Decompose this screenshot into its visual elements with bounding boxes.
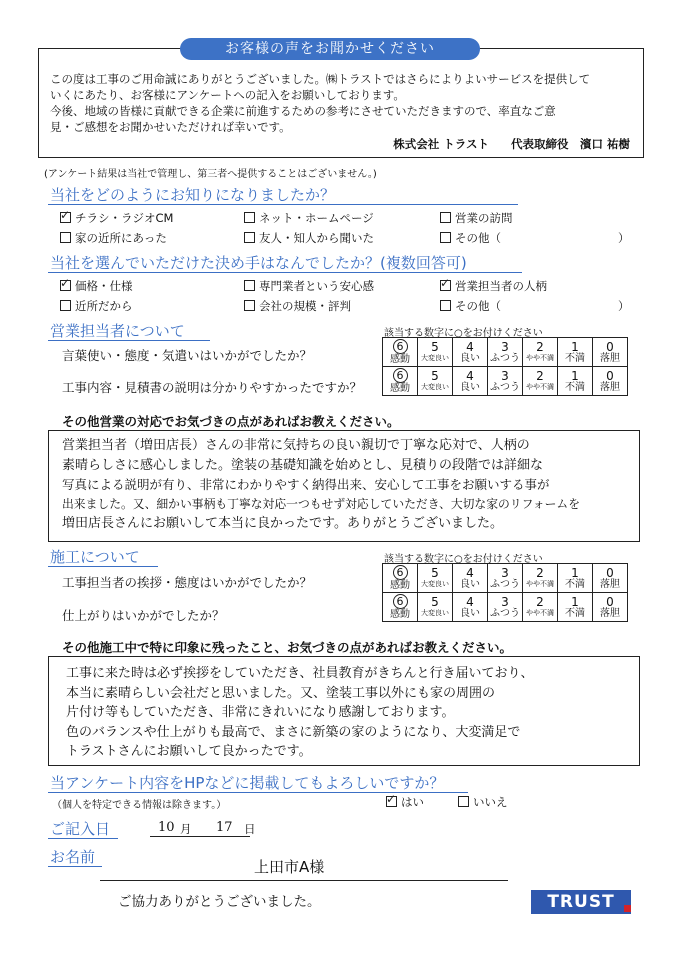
rating-number: 3 <box>501 594 509 609</box>
trust-logo: TRUST <box>531 890 631 914</box>
rating-number: 1 <box>571 368 579 383</box>
selected-circle: 6 <box>393 339 408 354</box>
rating-label: 落胆 <box>600 381 620 393</box>
customer-name[interactable]: 上田市A様 <box>254 858 325 876</box>
rating-cell-0[interactable] <box>593 564 628 593</box>
sales-question-manner: 言葉使い・態度・気遣いはいかがでしたか？ <box>62 348 313 363</box>
construction-question-finish: 仕上がりはいかがでしたか？ <box>62 608 225 623</box>
rating-instruction: 該当する数字に○をお付けください <box>384 328 543 339</box>
q1-option-flyer[interactable]: ✓チラシ・ラジオCM <box>60 210 173 226</box>
publish-note: （個人を特定できる情報は除きます。） <box>52 800 227 811</box>
selected-circle: 6 <box>393 565 408 580</box>
checkbox[interactable] <box>440 300 451 311</box>
rating-number: 5 <box>431 594 439 609</box>
rating-label: 大変良い <box>421 579 449 588</box>
q1-option-other[interactable]: その他（ <box>440 230 501 246</box>
construction-rating-grid <box>382 563 628 622</box>
name-label: お名前 <box>50 848 96 866</box>
sales-comment-prompt: その他営業の対応でお気づきの点があればお教えください。 <box>62 414 400 429</box>
comment-line: 本当に素晴らしい会社だと思いました。又、塗装工事以外にも家の周囲の <box>66 685 496 701</box>
rating-number: 0 <box>606 368 614 383</box>
comment-line: 写真による説明が有り、非常にわかりやすく納得出来、安心して工事をお願いする事が <box>62 477 550 492</box>
q1-option-friend[interactable]: 友人・知人から聞いた <box>244 230 374 246</box>
entry-month-unit: 月 <box>180 822 192 836</box>
rating-label: 落胆 <box>600 607 620 619</box>
intro-line: 今後、地域の皆様に貢献できる企業に前進するための参考にさせていただきますので、率直なご意 <box>50 104 556 118</box>
rating-cell-3[interactable] <box>488 593 523 622</box>
q2-underline <box>48 272 522 273</box>
comment-line: 片付け等もしていただき、非常にきれいになり感謝しております。 <box>66 705 455 720</box>
rating-number: 3 <box>501 565 509 580</box>
rating-number: 3 <box>501 339 509 354</box>
checkbox[interactable] <box>60 232 71 243</box>
construction-comment-prompt: その他施工中で特に印象に残ったこと、お気づきの点があればお教えください。 <box>62 640 513 655</box>
q2-option-nearby[interactable]: 近所だから <box>60 298 133 314</box>
rating-number: 3 <box>501 368 509 383</box>
rating-cell-6[interactable] <box>383 367 418 396</box>
rating-label: 良い <box>460 578 480 590</box>
rating-label: 良い <box>460 381 480 393</box>
rating-cell-5[interactable] <box>418 564 453 593</box>
rating-cell-2[interactable] <box>523 338 558 367</box>
q2-option-personality[interactable]: ✓ 営業担当者の人柄 <box>440 278 547 294</box>
rating-cell-6[interactable] <box>383 564 418 593</box>
rating-number: 5 <box>431 368 439 383</box>
rating-label: 大変良い <box>421 382 449 391</box>
rating-label: 不満 <box>565 381 585 393</box>
selected-circle: 6 <box>393 594 408 609</box>
q2-option-price[interactable]: ✓価格・仕様 <box>60 278 133 294</box>
rating-label: 感動 <box>390 609 410 620</box>
rating-label: 感動 <box>390 354 410 365</box>
sales-underline <box>48 340 210 341</box>
rating-cell-4[interactable] <box>453 338 488 367</box>
rating-label: 感動 <box>390 580 410 591</box>
checkbox[interactable] <box>60 212 71 223</box>
rating-number: 0 <box>606 594 614 609</box>
q1-option-web[interactable]: ネット・ホームページ <box>244 210 374 226</box>
construction-section-title: 施工について <box>50 548 140 566</box>
rating-number: 2 <box>536 368 544 383</box>
rating-number: 2 <box>536 339 544 354</box>
checkbox[interactable] <box>60 300 71 311</box>
rating-label: 落胆 <box>600 578 620 590</box>
rating-number: 1 <box>571 565 579 580</box>
rating-label: やや不満 <box>526 382 554 391</box>
checkbox[interactable] <box>440 280 451 291</box>
q2-other-close: ） <box>618 299 630 313</box>
comment-line: 色のバランスや仕上がりも最高で、まさに新築の家のようになり、大変満足で <box>66 724 521 740</box>
signature-line <box>340 136 630 152</box>
rating-number <box>383 565 417 580</box>
rating-label: 落胆 <box>600 352 620 364</box>
intro-line: この度は工事のご用命誠にありがとうございました。㈱トラストではさらによりよいサービスを提供して <box>50 72 591 86</box>
entry-date-label: ご記入日 <box>50 820 111 838</box>
publish-underline <box>48 792 468 793</box>
rating-number: 5 <box>431 565 439 580</box>
intro-line: 見・ご感想をお聞かせいただければ幸いです。 <box>50 120 291 134</box>
entry-day-value[interactable]: 17 <box>216 820 233 835</box>
thanks-message: ご協力ありがとうございました。 <box>118 894 321 910</box>
rating-cell-1[interactable] <box>558 593 593 622</box>
publish-question-title: 当アンケート内容をHPなどに掲載してもよろしいですか？ <box>50 774 445 792</box>
q1-option-nearby[interactable]: 家の近所にあった <box>60 230 167 246</box>
name-field-line <box>100 880 508 881</box>
rating-label: 良い <box>460 607 480 619</box>
publish-no-option[interactable]: いいえ <box>458 794 508 810</box>
rating-label: 大変良い <box>421 353 449 362</box>
checkbox[interactable] <box>440 232 451 243</box>
rating-label: 良い <box>460 352 480 364</box>
entry-day-unit: 日 <box>244 822 256 836</box>
rating-cell-4[interactable] <box>453 564 488 593</box>
rating-cell-5[interactable] <box>418 367 453 396</box>
rating-cell-6[interactable] <box>383 338 418 367</box>
q2-option-other[interactable]: その他（ <box>440 298 501 314</box>
rating-cell-1[interactable] <box>558 367 593 396</box>
rating-number: 4 <box>466 339 474 354</box>
construction-underline <box>48 566 158 567</box>
rating-cell-2[interactable] <box>523 564 558 593</box>
rating-number: 0 <box>606 565 614 580</box>
survey-title-banner: お客様の声をお聞かせください <box>180 38 480 60</box>
rating-number <box>383 368 417 383</box>
entry-month-value[interactable]: 10 <box>158 820 175 835</box>
checkbox[interactable] <box>458 796 469 807</box>
sales-section-title: 営業担当者について <box>50 322 185 340</box>
rating-number: 2 <box>536 594 544 609</box>
rating-cell-6[interactable] <box>383 593 418 622</box>
comment-line: 素晴らしさに感心しました。塗装の基礎知識を始めとし、見積りの段階では詳細な <box>62 457 544 473</box>
rating-cell-4[interactable] <box>453 367 488 396</box>
comment-line: トラストさんにお願いして良かったです。 <box>66 744 312 759</box>
rating-label: 大変良い <box>421 608 449 617</box>
rating-label: やや不満 <box>526 353 554 362</box>
construction-comment-text <box>66 664 533 762</box>
privacy-note: (アンケート結果は当社で管理し、第三者へ提供することはございません。) <box>44 169 377 180</box>
company-name: 株式会社 トラスト <box>393 137 489 151</box>
sales-comment-text <box>62 436 580 534</box>
rating-label: ふつう <box>490 607 520 619</box>
rating-label: ふつう <box>490 381 520 393</box>
selected-circle: 6 <box>393 368 408 383</box>
rating-cell-1[interactable] <box>558 338 593 367</box>
rating-number: 4 <box>466 594 474 609</box>
construction-question-greeting: 工事担当者の挨拶・態度はいかがでしたか？ <box>62 575 313 590</box>
rating-cell-1[interactable] <box>558 564 593 593</box>
rating-cell-3[interactable] <box>488 367 523 396</box>
rating-number: 5 <box>431 339 439 354</box>
intro-line: いくにあたり、お客様にアンケートへの記入をお願いしております。 <box>50 88 405 102</box>
checkbox[interactable] <box>244 212 255 223</box>
q1-underline <box>48 204 518 205</box>
rating-label: やや不満 <box>526 579 554 588</box>
q2-option-specialist[interactable]: 専門業者という安心感 <box>244 278 374 294</box>
rating-cell-3[interactable] <box>488 564 523 593</box>
checkbox[interactable] <box>60 280 71 291</box>
rating-cell-2[interactable] <box>523 593 558 622</box>
publish-yes-option[interactable]: ✓ はい <box>386 794 424 810</box>
comment-line: 工事に来た時は必ず挨拶をしていただき、社員教育がきちんと行き届いており、 <box>66 666 534 681</box>
rating-number: 2 <box>536 565 544 580</box>
comment-line: 出来ました。又、細かい事柄も丁寧な対応一つもせず対応していただき、大切な家のリフォームを <box>62 496 581 511</box>
rating-label: 感動 <box>390 383 410 394</box>
rating-label: 不満 <box>565 607 585 619</box>
comment-line: 増田店長さんにお願いして本当に良かったです。ありがとうございました。 <box>62 516 503 531</box>
rating-number: 4 <box>466 368 474 383</box>
rating-instruction: 該当する数字に○をお付けください <box>384 554 543 565</box>
rating-number <box>383 594 417 609</box>
checkbox[interactable] <box>244 232 255 243</box>
rating-number: 0 <box>606 339 614 354</box>
rating-label: やや不満 <box>526 608 554 617</box>
rating-number: 1 <box>571 594 579 609</box>
rating-label: 不満 <box>565 578 585 590</box>
logo-red-dot <box>624 905 631 912</box>
rating-number: 4 <box>466 565 474 580</box>
rating-cell-0[interactable] <box>593 367 628 396</box>
rating-number <box>383 339 417 354</box>
representative-name: 代表取締役 濱口 祐樹 <box>510 137 630 151</box>
checkbox[interactable] <box>386 796 397 807</box>
sales-question-explanation: 工事内容・見積書の説明は分かりやすかったですか？ <box>62 380 363 395</box>
rating-cell-3[interactable] <box>488 338 523 367</box>
rating-cell-2[interactable] <box>523 367 558 396</box>
comment-line: 営業担当者（増田店長）さんの非常に気持ちの良い親切で丁寧な応対で、人柄の <box>62 438 530 453</box>
intro-text <box>50 71 640 135</box>
rating-cell-5[interactable] <box>418 338 453 367</box>
rating-label: ふつう <box>490 578 520 590</box>
rating-cell-0[interactable] <box>593 593 628 622</box>
entry-date-label-underline <box>48 838 118 839</box>
rating-row <box>383 564 628 593</box>
q1-option-visit[interactable]: 営業の訪問 <box>440 210 513 226</box>
rating-number: 1 <box>571 339 579 354</box>
rating-row <box>383 593 628 622</box>
rating-row <box>383 367 628 396</box>
rating-cell-4[interactable] <box>453 593 488 622</box>
checkbox[interactable] <box>244 280 255 291</box>
q2-option-reputation[interactable]: 会社の規模・評判 <box>244 298 351 314</box>
name-label-underline <box>48 866 102 867</box>
rating-cell-5[interactable] <box>418 593 453 622</box>
q1-other-close: ） <box>618 231 630 245</box>
rating-cell-0[interactable] <box>593 338 628 367</box>
sales-rating-grid <box>382 337 628 396</box>
rating-row <box>383 338 628 367</box>
q2-title: 当社を選んでいただけた決め手はなんでしたか？(複数回答可) <box>50 254 467 272</box>
q1-title: 当社をどのようにお知りになりましたか？ <box>50 186 336 204</box>
rating-label: 不満 <box>565 352 585 364</box>
checkbox[interactable] <box>244 300 255 311</box>
checkbox[interactable] <box>440 212 451 223</box>
rating-label: ふつう <box>490 352 520 364</box>
